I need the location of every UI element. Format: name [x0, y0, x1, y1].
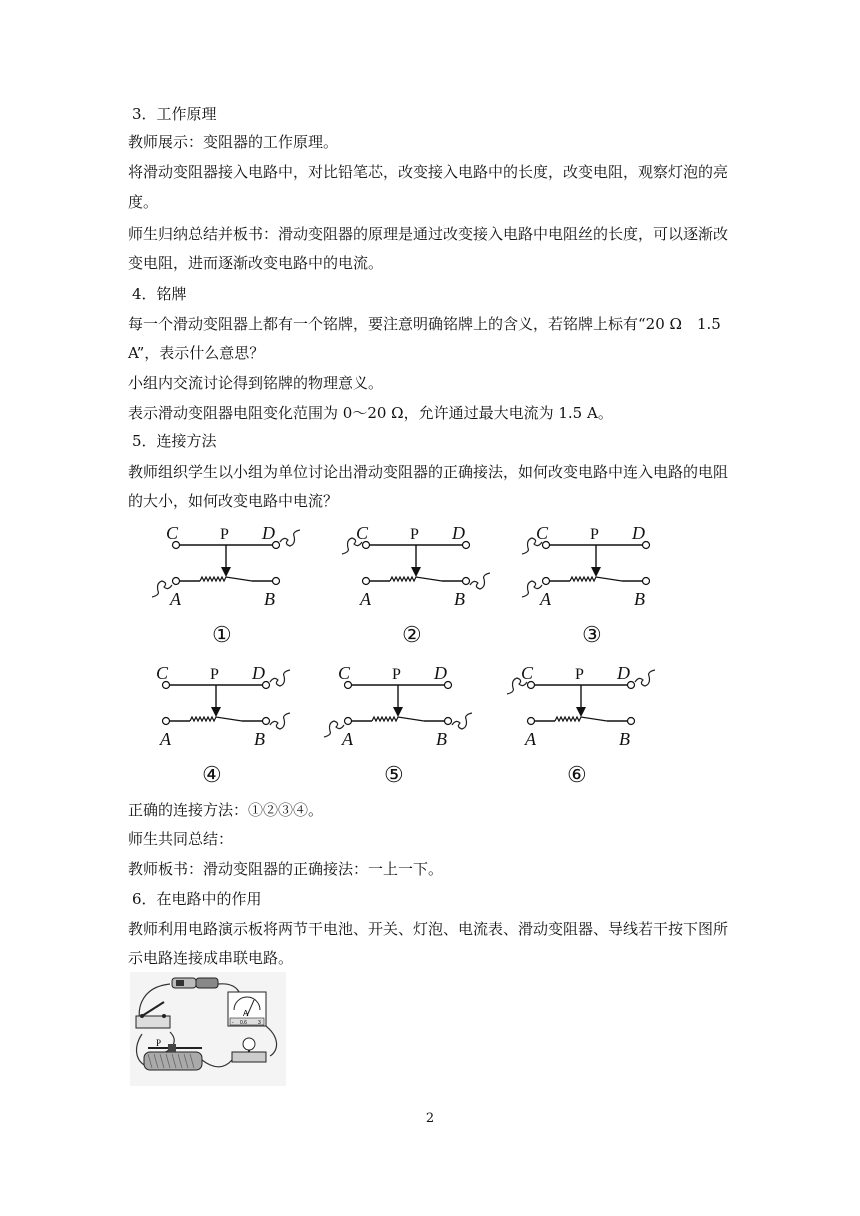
paragraph-line: 正确的连接方法：①②③④。: [128, 801, 324, 819]
meter-scale-label: 0.6: [240, 1020, 247, 1026]
terminal-b: [463, 578, 470, 585]
terminal-d-label: D: [617, 663, 630, 683]
rheostat-connection-diagrams: [120, 515, 680, 795]
ammeter-icon: [228, 992, 266, 1026]
slider-arrow-icon: [411, 567, 421, 577]
paragraph-line: 教师组织学生以小组为单位讨论出滑动变阻器的正确接法，如何改变电路中连入电路的电阻: [128, 463, 729, 481]
slider-arrow-icon: [591, 567, 601, 577]
terminal-a: [345, 718, 352, 725]
paragraph-line: 示电路连接成串联电路。: [128, 949, 294, 967]
heading-circuit-role: 6．在电路中的作用: [132, 890, 262, 908]
slider-p-label: P: [210, 666, 219, 683]
terminal-a: [173, 578, 180, 585]
slider-p-label: P: [590, 526, 599, 543]
meter-minus-label: -: [232, 1020, 234, 1026]
rheostat-svg: [510, 515, 670, 650]
resistance-coil: [390, 577, 442, 581]
slider-arrow-icon: [576, 707, 586, 717]
paragraph-line: 教师利用电路演示板将两节干电池、开关、灯泡、电流表、滑动变阻器、导线若干按下图所: [128, 920, 729, 938]
rheostat-svg: [330, 515, 490, 650]
slider-p-label: P: [392, 666, 401, 683]
wire-a: [324, 721, 344, 737]
paragraph-line: 度。: [128, 193, 159, 211]
heading-connection-method: 5．连接方法: [132, 432, 217, 450]
terminal-c-label: C: [338, 663, 351, 683]
terminal-b-label: B: [454, 589, 465, 609]
terminal-a: [363, 578, 370, 585]
rheostat-diagram-4: [130, 655, 290, 790]
diagram-number-label: ④: [202, 762, 222, 787]
terminal-c-label: C: [536, 523, 549, 543]
terminal-c-label: C: [356, 523, 369, 543]
terminal-d-label: D: [434, 663, 447, 683]
rheostat-svg: [312, 655, 472, 790]
resistance-coil: [372, 717, 424, 721]
wire-b: [270, 713, 290, 729]
terminal-b: [643, 578, 650, 585]
paragraph-line: 小组内交流讨论得到铭牌的物理意义。: [128, 374, 384, 392]
paragraph-line: 教师板书：滑动变阻器的正确接法：一上一下。: [128, 860, 444, 878]
wire-a: [522, 581, 542, 597]
resistance-coil: [570, 577, 622, 581]
rheostat-diagram-5: [312, 655, 472, 790]
terminal-c-label: C: [156, 663, 169, 683]
page-number: 2: [425, 1111, 435, 1126]
paragraph-line: A”，表示什么意思？: [128, 344, 265, 362]
terminal-d-label: D: [262, 523, 275, 543]
resistance-coil: [555, 717, 607, 721]
slider-arrow-icon: [211, 707, 221, 717]
terminal-a-label: A: [170, 589, 181, 609]
paragraph-line: 师生归纳总结并板书：滑动变阻器的原理是通过改变接入电路中电阻丝的长度，可以逐渐改: [128, 225, 729, 243]
wire-a: [152, 581, 172, 597]
wire-d: [270, 670, 290, 686]
rheostat-svg: [130, 655, 290, 790]
terminal-b-label: B: [619, 729, 630, 749]
terminal-d-label: D: [632, 523, 645, 543]
heading-nameplate: 4．铭牌: [132, 285, 187, 303]
terminal-a-label: A: [540, 589, 551, 609]
diagram-number-label: ⑤: [384, 762, 404, 787]
terminal-b-label: B: [634, 589, 645, 609]
rheostat-svg: [495, 655, 655, 790]
slider-p-label: P: [220, 526, 229, 543]
terminal-a: [543, 578, 550, 585]
terminal-a-label: A: [342, 729, 353, 749]
wire-b: [470, 573, 490, 589]
paragraph-line: 师生共同总结：: [128, 830, 234, 848]
resistance-coil: [200, 577, 252, 581]
rheostat-diagram-3: [510, 515, 670, 650]
paragraph-line: 表示滑动变阻器电阻变化范围为 0～20 Ω，允许通过最大电流为 1.5 A。: [128, 404, 613, 422]
meter-three-label: 3: [258, 1020, 261, 1026]
diagram-number-label: ③: [582, 622, 602, 647]
wire-b: [452, 713, 472, 729]
diagram-number-label: ⑥: [567, 762, 587, 787]
diagram-number-label: ①: [212, 622, 232, 647]
terminal-d-label: D: [252, 663, 265, 683]
paragraph-line: 变电阻，进而逐渐改变电路中的电流。: [128, 254, 384, 272]
circuit-drawing: [130, 972, 286, 1086]
terminal-a-label: A: [160, 729, 171, 749]
terminal-a-label: A: [525, 729, 536, 749]
terminal-c-label: C: [521, 663, 534, 683]
slider-arrow-icon: [393, 707, 403, 717]
diagram-number-label: ②: [402, 622, 422, 647]
paragraph-line: 每一个滑动变阻器上都有一个铭牌，要注意明确铭牌上的含义，若铭牌上标有“20 Ω 1.5: [128, 315, 721, 333]
rheostat-diagram-1: [140, 515, 300, 650]
paragraph-line: 将滑动变阻器接入电路中，对比铅笔芯，改变接入电路中的长度，改变电阻，观察灯泡的亮: [128, 163, 729, 181]
wire-d: [280, 530, 300, 546]
terminal-a: [163, 718, 170, 725]
terminal-b: [263, 718, 270, 725]
slider-arrow-icon: [221, 567, 231, 577]
heading-working-principle: 3．工作原理: [132, 105, 217, 123]
terminal-b-label: B: [436, 729, 447, 749]
paragraph-line: 的大小，如何改变电路中电流？: [128, 492, 339, 510]
slider-p-label: P: [575, 666, 584, 683]
terminal-b-label: B: [254, 729, 265, 749]
battery-icon: [172, 978, 218, 988]
terminal-a-label: A: [360, 589, 371, 609]
terminal-b: [273, 578, 280, 585]
terminal-d-label: D: [452, 523, 465, 543]
terminal-a: [528, 718, 535, 725]
rheostat-diagram-2: [330, 515, 490, 650]
wire-d: [635, 670, 655, 686]
terminal-c-label: C: [166, 523, 179, 543]
rheostat-svg: [140, 515, 300, 650]
rheostat-diagram-6: [495, 655, 655, 790]
ammeter-label: A: [243, 1009, 249, 1018]
slider-p-label: P: [156, 1038, 162, 1048]
terminal-b-label: B: [264, 589, 275, 609]
slider-p-label: P: [410, 526, 419, 543]
paragraph-line: 教师展示：变阻器的工作原理。: [128, 133, 339, 151]
series-circuit-picture: [130, 972, 286, 1086]
terminal-b: [445, 718, 452, 725]
terminal-b: [628, 718, 635, 725]
resistance-coil: [190, 717, 242, 721]
